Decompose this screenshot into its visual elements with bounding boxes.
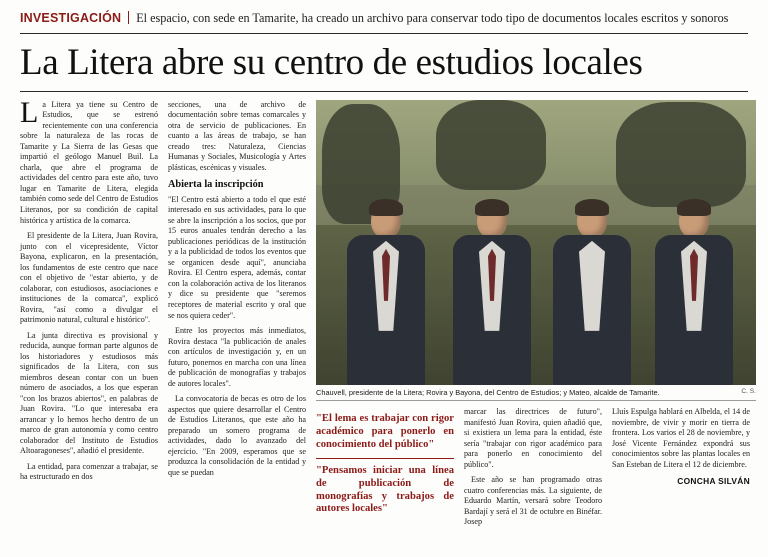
paragraph: Entre los proyectos más inmediatos, Rovira destaca "la publicación de anales con artículos de investigación y, en un futuro, ponernos en marcha con una línea de publicación de monografías y trabajos de autores locales". (168, 326, 306, 388)
column-2 (168, 100, 306, 533)
person-head (371, 203, 401, 238)
person-bayona (544, 203, 640, 385)
kicker-row (0, 0, 768, 30)
person-hair (475, 199, 509, 216)
photo-block (316, 100, 756, 533)
subhead-inscripcion: Abierta la inscripción (168, 179, 264, 191)
headline-rule (20, 91, 748, 92)
column-4 (464, 407, 602, 533)
page-title: La Litera abre su centro de estudios locales (20, 42, 643, 83)
person-rovira (444, 203, 540, 385)
person-hair (575, 199, 609, 216)
byline: CONCHA SILVÁN (677, 476, 750, 487)
paragraph: El presidente de la Litera, Juan Rovira, junto con el vicepresidente, Víctor Bayona, explicaron, en la presentación, los fundamentos de este centro que nace con el objetivo de "estar abierto, y de colaborar, con estudiosos, asociaciones e instituciones de la comarca", explicó Rovira, "así como a divulgar el patrimonio natural, cultural e histórico". (20, 231, 158, 325)
person-hair (677, 199, 711, 216)
paragraph: Este año se han programado otras cuatro conferencias más. La siguiente, de Eduardo Martín, versará sobre Teodoro Bardají y será el 31 de octubre en Binéfar. Josep (464, 475, 602, 527)
article-body (0, 95, 768, 533)
drop-cap: L (20, 95, 39, 129)
kicker-divider (128, 11, 129, 24)
paragraph: secciones, una de archivo de documentación sobre temas comarcales y otra de servicio de publicaciones. En cuanto a las áreas de trabajo, se han creado tres: Naturaleza, Ciencias Humanas y Sociales, Musicología y Artes plásticas, escénicas y visuales. (168, 99, 306, 172)
person-mateo (646, 203, 742, 385)
column-5 (612, 407, 750, 533)
paragraph: La convocatoria de becas es otro de los aspectos que quiere desarrollar el Centro de Estudios Literanos, que este año ha preparado un somero programa de actividades, dado lo avanzado del ejercicio. "En 2009, esperamos que se produzca la consolidación de la entidad y que se puedan (168, 394, 306, 477)
person-head (577, 203, 607, 238)
section-label: INVESTIGACIÓN (20, 11, 122, 25)
caption-text: Chauvell, presidente de la Litera; Rovira y Bayona, del Centro de Estudios; y Mateo, alcalde de Tamarite. (316, 387, 660, 397)
person-torso (453, 235, 531, 385)
photo-caption (316, 385, 756, 397)
person-chauvell (338, 203, 434, 385)
lower-right-columns (316, 401, 756, 533)
paragraph-text: a Litera ya tiene su Centro de Estudios, que se estrenó recientemente con una conferencia sobre la naturaleza de las rocas de Tamarite y La Sierra de las Gesas que impartió el geólogo Manuel Buil. La charla, que abre el programa de actividades del centro para este año, tuvo lugar en Tamarite de Litera, elegida también como sede del Centro de Estudios Literanos, por su condición de capital histórica y artística de la comarca. (20, 99, 159, 225)
person-head (477, 203, 507, 238)
paragraph: marcar las directrices de futuro", manifestó Juan Rovira, quien añadió que, si existiera un lema para la entidad, éste sería "trabajar con rigor académico para para ponerlo en conocimiento del público". (464, 407, 602, 469)
paragraph: "El Centro está abierto a todo el que esté interesado en sus actividades, para lo que se abre la inscripción a los socios, que por 15 euros anuales tendrán derecho a las publicaciones periódicas de la institución y a la publicidad de todos los eventos que se organicen desde aquí", anunciaba Rovira. El Centro espera, además, contar con la colaboración activa de los literanos y dice su presidente que "seremos receptores de material escrito y oral que se nos quiera ceder". (168, 194, 306, 320)
paragraph (20, 95, 159, 226)
paragraph: La junta directiva es provisional y reducida, aunque forman parte algunos de los historiadores y estudiosos más significados de la Litera, con sus miembros desean contar con un buen número de asociados, a los que esperan "con los brazos abiertos", en palabras de Juan Rovira. "Lo que interesaba era arrancar y lo hemos hecho dentro de un marco de gran autonomía y como centro colaborador del Instituto de Estudios Altoaragoneses", añadió el presidente. (20, 330, 158, 456)
photo-tree (616, 102, 746, 207)
photo-credit: C. S. (741, 388, 756, 396)
pull-quote-2: "Pensamos iniciar una línea de publicación de monografías y trabajos de autores locales" (316, 465, 454, 515)
person-torso (347, 235, 425, 385)
paragraph: La entidad, para comenzar a trabajar, se ha estructurado en dos (20, 461, 158, 482)
person-hair (369, 199, 403, 216)
kicker-summary: El espacio, con sede en Tamarite, ha creado un archivo para conservar todo tipo de documentos locales escritos y sonoros (136, 11, 729, 25)
column-3 (316, 407, 454, 533)
paragraph: Lluís Espulga hablará en Albelda, el 14 de noviembre, de vivir y morir en tierra de frontera. Los varios el 28 de noviembre, y José Vicente Fernández expondrá sus conocimientos sobre las plantas locales en San Esteban de Litera el 12 de diciembre. (612, 407, 750, 469)
group-photo (316, 100, 756, 385)
top-rule (20, 33, 748, 34)
person-torso (553, 235, 631, 385)
column-1 (20, 95, 159, 533)
photo-tree (436, 100, 546, 190)
pull-quote-rule (316, 458, 454, 459)
person-shirt (579, 241, 605, 331)
person-torso (655, 235, 733, 385)
person-head (679, 203, 709, 238)
pull-quote-1: "El lema es trabajar con rigor académico para ponerlo en conocimiento del público" (316, 413, 454, 450)
